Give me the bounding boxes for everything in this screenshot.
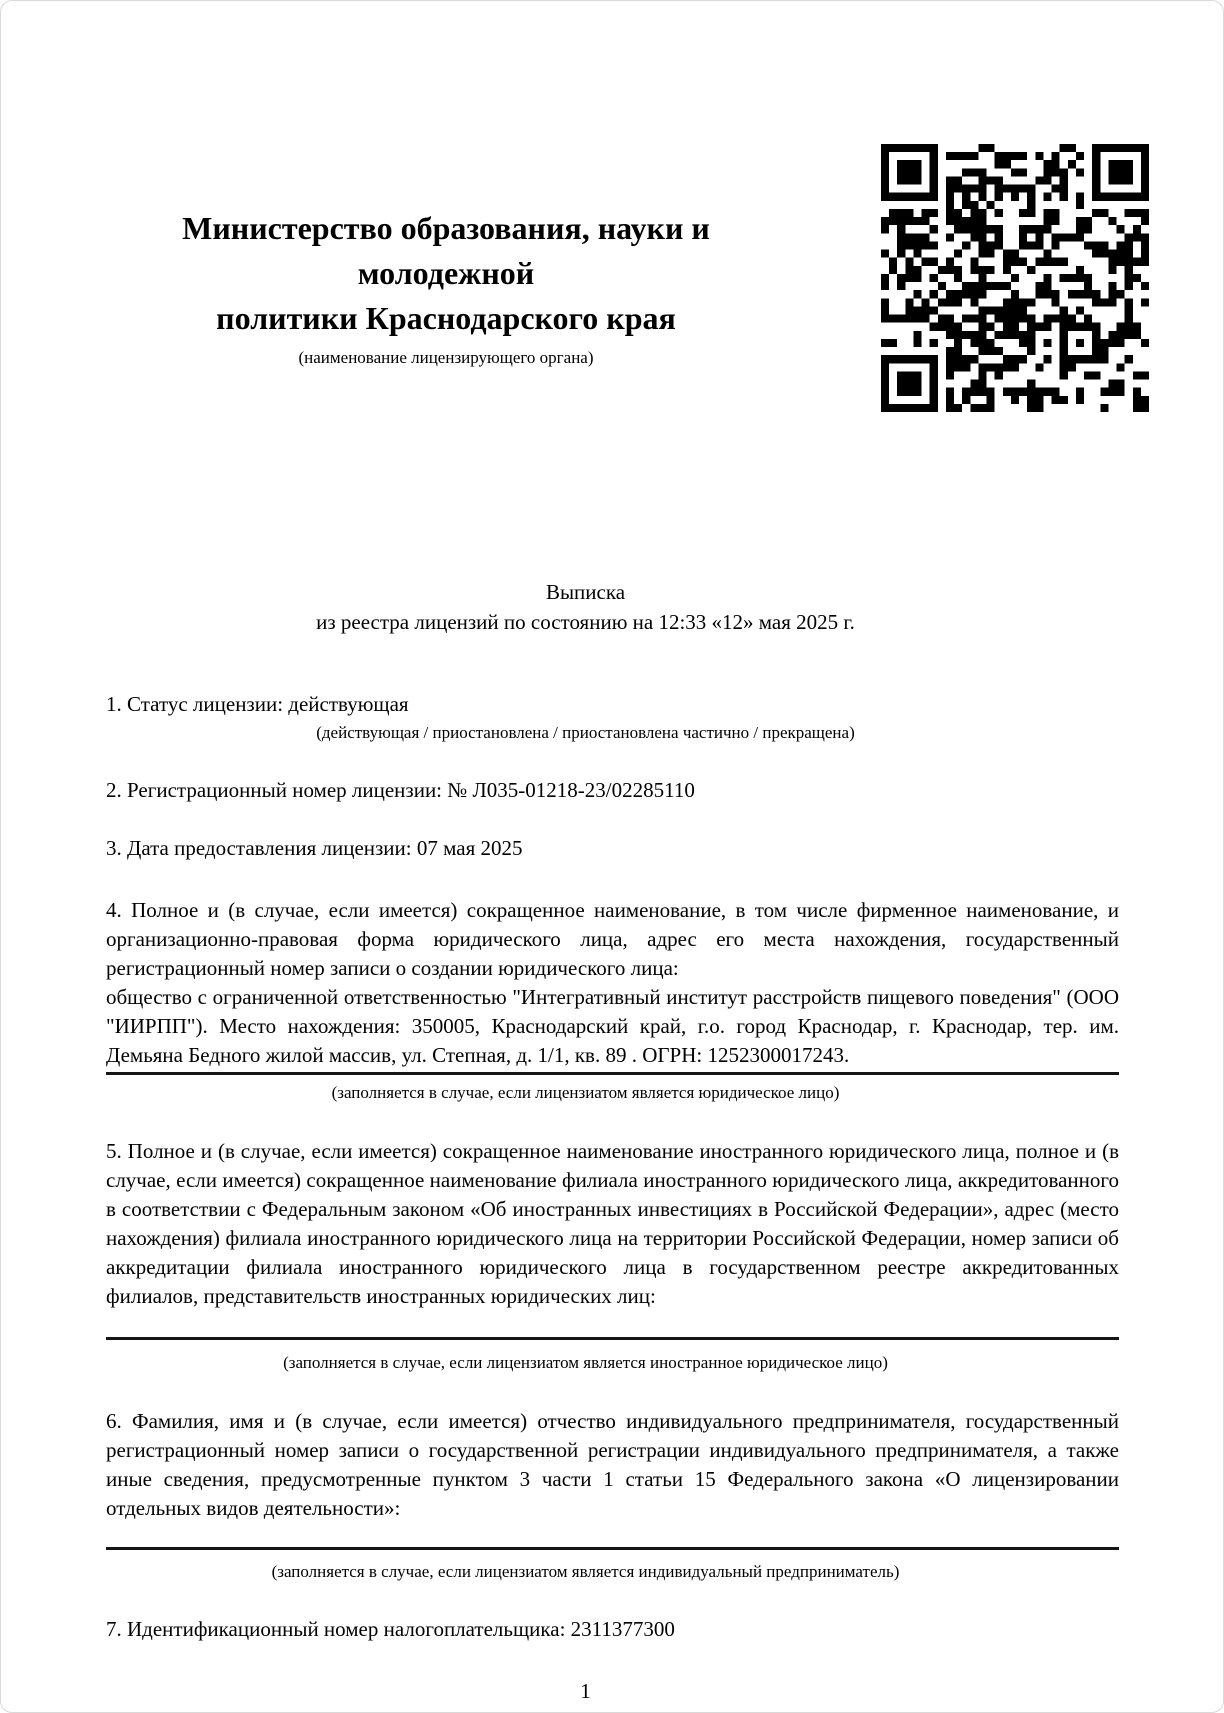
document-header [106,206,1119,369]
item-2-registration-number: 2. Регистрационный номер лицензии: № Л035-01218-23/02285110 [106,778,695,802]
item-5-caption: (заполняется в случае, если лицензиатом является иностранное юридическое лицо) [283,1353,888,1372]
authority-name-caption: (наименование лицензирующего органа) [298,348,594,367]
item-4-caption: (заполняется в случае, если лицензиатом является юридическое лицо) [331,1083,840,1102]
authority-name-line-1: Министерство образования, науки и молодежной [182,210,710,291]
item-5-foreign-entity-heading: 5. Полное и (в случае, если имеется) сокращенное наименование иностранного юридического лица, полное и (в случае, если имеется) сокращенное наименование филиала иностранного юридического лица, аккредитованного в соответствии с Федеральным законом «Об иностранных инвестициях в Российской Федерации», адрес (место нахождения) филиала иностранного юридического лица на территории Российской Федерации, номер записи об аккредитации филиала иностранного юридического лица в государственном реестре аккредитованных филиалов, представительств иностранных юридических лиц: [106,1139,1119,1308]
item-1-license-status: 1. Статус лицензии: действующая [106,692,409,716]
item-7-taxpayer-number: 7. Идентификационный номер налогоплательщика: 2311377300 [106,1617,675,1641]
item-6-fill-line [106,1547,1119,1550]
extract-title-line-1: Выписка [545,580,626,604]
page-number: 1 [580,1679,591,1703]
authority-name-line-2: политики Краснодарского края [216,300,676,336]
extract-title-line-2: из реестра лицензий по состоянию на 12:33 «12» мая 2025 г. [316,610,855,634]
item-4-legal-entity-heading: 4. Полное и (в случае, если имеется) сокращенное наименование, в том числе фирменное наименование, и организационно-правовая форма юридического лица, адрес его места нахождения, государственный регистрационный номер записи о создании юридического лица: [106,898,1119,980]
extract-title [106,577,1119,637]
item-6-caption: (заполняется в случае, если лицензиатом является индивидуальный предприниматель) [271,1562,900,1581]
qr-code-icon [881,144,1149,412]
licensing-authority-name [106,206,786,341]
item-6-individual-entrepreneur-heading: 6. Фамилия, имя и (в случае, если имеется) отчество индивидуального предпринимателя, государственный регистрационный номер записи о государственной регистрации индивидуального предпринимателя, а также иные сведения, предусмотренные пунктом 3 части 1 статьи 15 Федерального закона «О лицензировании отдельных видов деятельности»: [106,1409,1119,1520]
item-1-status-options-caption: (действующая / приостановлена / приостановлена частично / прекращена) [316,723,855,742]
item-3-grant-date: 3. Дата предоставления лицензии: 07 мая 2025 [106,836,523,860]
item-4-fill-line [106,1072,1119,1075]
item-5-fill-line [106,1337,1119,1340]
item-4-legal-entity-value: общество с ограниченной ответственностью "Интегративный институт расстройств пищевого поведения" (ООО "ИИРПП"). Место нахождения: 350005, Краснодарский край, г.о. город Краснодар, г. Краснодар, тер. им. Демьяна Бедного жилой массив, ул. Степная, д. 1/1, кв. 89 . ОГРН: 1252300017243. [106,985,1119,1067]
